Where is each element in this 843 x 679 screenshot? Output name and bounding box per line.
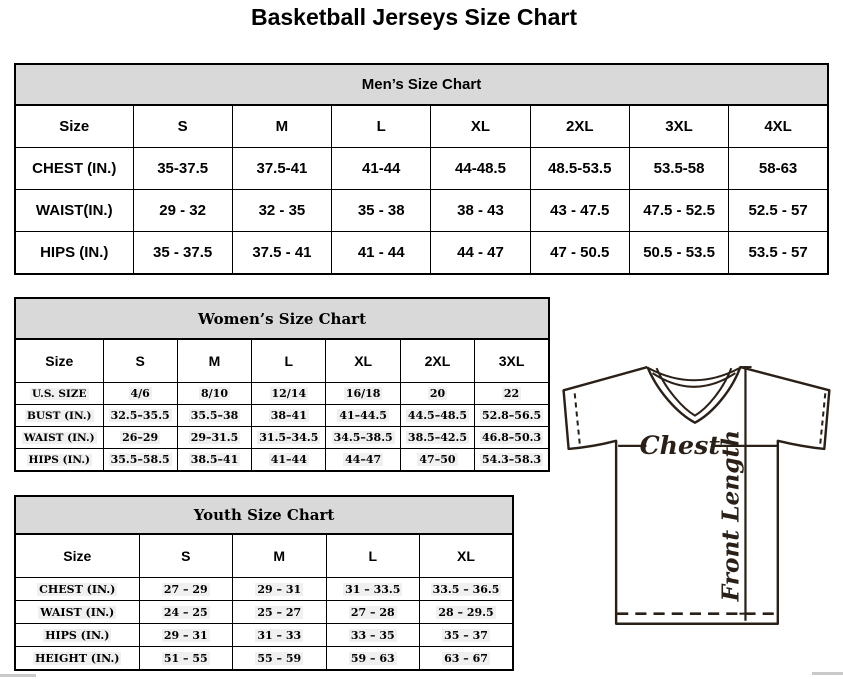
value-text: 38–41 bbox=[270, 409, 307, 422]
row-label-hips bbox=[15, 624, 139, 647]
value-text: 26–29 bbox=[122, 431, 159, 444]
value-cell: 50.5 - 53.5 bbox=[629, 232, 728, 275]
column-header-l: L bbox=[252, 339, 326, 383]
value-cell bbox=[177, 427, 251, 449]
womens-size-table bbox=[14, 297, 550, 472]
column-header-xl: XL bbox=[420, 534, 514, 578]
table-title-row bbox=[15, 64, 828, 105]
row-label-text: BUST (IN.) bbox=[26, 409, 92, 422]
value-text: 51 – 55 bbox=[163, 651, 208, 665]
value-cell: 58-63 bbox=[729, 148, 828, 190]
value-cell: 47.5 - 52.5 bbox=[629, 190, 728, 232]
value-text: 41–44.5 bbox=[339, 409, 387, 422]
value-cell: 44-48.5 bbox=[431, 148, 530, 190]
value-cell bbox=[326, 405, 400, 427]
jersey-outline-icon bbox=[560, 359, 840, 647]
column-header-size: Size bbox=[15, 339, 103, 383]
value-cell bbox=[139, 624, 233, 647]
value-cell bbox=[233, 601, 327, 624]
value-cell: 41 - 44 bbox=[332, 232, 431, 275]
value-text: 32.5–35.5 bbox=[110, 409, 170, 422]
value-cell bbox=[233, 624, 327, 647]
column-header-l: L bbox=[326, 534, 420, 578]
value-cell bbox=[326, 449, 400, 472]
value-cell bbox=[420, 578, 514, 601]
header-row bbox=[15, 534, 513, 578]
row-label-text: HIPS (IN.) bbox=[28, 453, 90, 466]
mens-table-title: Men’s Size Chart bbox=[15, 64, 828, 105]
row-label-hips bbox=[15, 449, 103, 472]
table-row-height bbox=[15, 647, 513, 671]
value-cell bbox=[400, 405, 474, 427]
value-text: 31 – 33.5 bbox=[345, 582, 401, 596]
table-row-hips bbox=[15, 624, 513, 647]
scrollbar-fragment-left bbox=[0, 674, 36, 677]
value-cell bbox=[475, 427, 549, 449]
column-header-3xl: 3XL bbox=[475, 339, 549, 383]
value-cell: 52.5 - 57 bbox=[729, 190, 828, 232]
row-label-chest: CHEST (IN.) bbox=[15, 148, 133, 190]
value-cell bbox=[420, 647, 514, 671]
value-text: 41–44 bbox=[270, 453, 307, 466]
value-text: 52.8–56.5 bbox=[482, 409, 542, 422]
column-header-s: S bbox=[139, 534, 233, 578]
value-text: 55 – 59 bbox=[257, 651, 302, 665]
scrollbar-fragment-right bbox=[812, 672, 843, 675]
jersey-body-outline bbox=[564, 367, 830, 624]
value-text: 27 – 29 bbox=[163, 582, 208, 596]
value-cell: 35 - 38 bbox=[332, 190, 431, 232]
column-header-l: L bbox=[332, 105, 431, 148]
value-text: 35 – 37 bbox=[444, 628, 488, 642]
value-text: 47–50 bbox=[419, 453, 456, 466]
value-cell bbox=[139, 578, 233, 601]
value-text: 20 bbox=[429, 387, 446, 400]
column-header-m: M bbox=[233, 534, 327, 578]
value-text: 24 – 25 bbox=[163, 605, 208, 619]
table-title-row bbox=[15, 298, 549, 339]
chest-label: Chest bbox=[639, 429, 720, 460]
row-label-text: HIPS (IN.) bbox=[45, 628, 110, 642]
table-row-chest bbox=[15, 148, 828, 190]
value-text: 28 – 29.5 bbox=[438, 605, 494, 619]
left-cuff-stitch-line bbox=[575, 393, 580, 444]
value-cell bbox=[400, 427, 474, 449]
column-header-3xl: 3XL bbox=[629, 105, 728, 148]
jersey-measurement-diagram bbox=[560, 359, 840, 647]
value-text: 29–31.5 bbox=[190, 431, 239, 444]
value-text: 38.5–41 bbox=[190, 453, 239, 466]
value-text: 31.5–34.5 bbox=[259, 431, 319, 444]
row-label-text: WAIST (IN.) bbox=[23, 431, 95, 444]
table-title-row bbox=[15, 496, 513, 534]
value-cell bbox=[252, 383, 326, 405]
value-text: 31 – 33 bbox=[257, 628, 302, 642]
value-cell bbox=[177, 383, 251, 405]
value-cell bbox=[139, 601, 233, 624]
value-text: 22 bbox=[503, 387, 520, 400]
value-cell bbox=[400, 449, 474, 472]
table-row-hips bbox=[15, 232, 828, 275]
table-row-hips bbox=[15, 449, 549, 472]
value-text: 29 – 31 bbox=[163, 628, 208, 642]
womens-table-title: Women’s Size Chart bbox=[15, 298, 549, 339]
value-cell bbox=[475, 383, 549, 405]
value-cell: 41-44 bbox=[332, 148, 431, 190]
value-cell bbox=[326, 427, 400, 449]
value-cell bbox=[177, 405, 251, 427]
value-cell bbox=[233, 578, 327, 601]
value-text: 54.3–58.3 bbox=[482, 453, 542, 466]
value-text: 35.5–58.5 bbox=[110, 453, 170, 466]
value-cell bbox=[475, 449, 549, 472]
table-row-waist bbox=[15, 601, 513, 624]
column-header-size: Size bbox=[15, 534, 139, 578]
value-cell bbox=[252, 427, 326, 449]
value-cell: 44 - 47 bbox=[431, 232, 530, 275]
table-row-bust bbox=[15, 405, 549, 427]
row-label-waist: WAIST(IN.) bbox=[15, 190, 133, 232]
value-text: 25 – 27 bbox=[257, 605, 302, 619]
value-text: 33.5 – 36.5 bbox=[432, 582, 500, 596]
value-text: 12/14 bbox=[271, 387, 307, 400]
column-header-4xl: 4XL bbox=[729, 105, 828, 148]
value-text: 16/18 bbox=[345, 387, 381, 400]
value-text: 63 – 67 bbox=[444, 651, 488, 665]
value-cell bbox=[252, 405, 326, 427]
value-cell: 37.5 - 41 bbox=[232, 232, 331, 275]
value-cell: 37.5-41 bbox=[232, 148, 331, 190]
value-cell bbox=[400, 383, 474, 405]
value-cell bbox=[326, 383, 400, 405]
row-label-waist bbox=[15, 427, 103, 449]
header-row bbox=[15, 105, 828, 148]
row-label-waist bbox=[15, 601, 139, 624]
value-cell bbox=[326, 578, 420, 601]
value-text: 29 – 31 bbox=[257, 582, 302, 596]
table-row-chest bbox=[15, 578, 513, 601]
column-header-2xl: 2XL bbox=[400, 339, 474, 383]
value-cell: 47 - 50.5 bbox=[530, 232, 629, 275]
column-header-xl: XL bbox=[431, 105, 530, 148]
row-label-hips: HIPS (IN.) bbox=[15, 232, 133, 275]
value-text: 46.8–50.3 bbox=[482, 431, 542, 444]
value-cell bbox=[103, 383, 177, 405]
value-cell: 35 - 37.5 bbox=[133, 232, 232, 275]
page-title: Basketball Jerseys Size Chart bbox=[250, 4, 577, 30]
value-cell: 35-37.5 bbox=[133, 148, 232, 190]
row-label-bust bbox=[15, 405, 103, 427]
value-text: 27 – 28 bbox=[350, 605, 395, 619]
value-cell: 29 - 32 bbox=[133, 190, 232, 232]
value-text: 33 – 35 bbox=[350, 628, 395, 642]
row-label-text: HEIGHT (IN.) bbox=[35, 651, 120, 665]
front-length-label: Front Length bbox=[717, 429, 745, 602]
youth-table-title: Youth Size Chart bbox=[15, 496, 513, 534]
value-cell: 38 - 43 bbox=[431, 190, 530, 232]
value-cell bbox=[420, 601, 514, 624]
column-header-s: S bbox=[103, 339, 177, 383]
column-header-m: M bbox=[232, 105, 331, 148]
row-label-us-size bbox=[15, 383, 103, 405]
value-cell bbox=[177, 449, 251, 472]
value-text: 38.5–42.5 bbox=[407, 431, 468, 444]
value-cell bbox=[103, 449, 177, 472]
value-cell: 53.5 - 57 bbox=[729, 232, 828, 275]
row-label-height bbox=[15, 647, 139, 671]
value-cell bbox=[103, 427, 177, 449]
row-label-text: U.S. SIZE bbox=[31, 387, 87, 400]
column-header-s: S bbox=[133, 105, 232, 148]
youth-size-table bbox=[14, 495, 514, 671]
column-header-m: M bbox=[177, 339, 251, 383]
value-text: 44.5–48.5 bbox=[407, 409, 468, 422]
row-label-chest bbox=[15, 578, 139, 601]
value-cell bbox=[252, 449, 326, 472]
value-cell: 43 - 47.5 bbox=[530, 190, 629, 232]
table-row-us-size bbox=[15, 383, 549, 405]
value-text: 8/10 bbox=[201, 387, 228, 400]
value-text: 35.5–38 bbox=[190, 409, 239, 422]
value-cell: 53.5-58 bbox=[629, 148, 728, 190]
value-text: 4/6 bbox=[130, 387, 150, 400]
value-cell bbox=[326, 647, 420, 671]
value-cell bbox=[326, 624, 420, 647]
table-row-waist bbox=[15, 190, 828, 232]
value-text: 44–47 bbox=[345, 453, 382, 466]
value-text: 34.5–38.5 bbox=[333, 431, 393, 444]
value-cell: 32 - 35 bbox=[232, 190, 331, 232]
value-cell bbox=[233, 647, 327, 671]
value-cell: 48.5-53.5 bbox=[530, 148, 629, 190]
column-header-size: Size bbox=[15, 105, 133, 148]
value-cell bbox=[103, 405, 177, 427]
column-header-xl: XL bbox=[326, 339, 400, 383]
column-header-2xl: 2XL bbox=[530, 105, 629, 148]
value-text: 59 – 63 bbox=[350, 651, 395, 665]
table-row-waist bbox=[15, 427, 549, 449]
value-cell bbox=[139, 647, 233, 671]
value-cell bbox=[326, 601, 420, 624]
mens-size-table bbox=[14, 63, 829, 275]
value-cell bbox=[420, 624, 514, 647]
row-label-text: CHEST (IN.) bbox=[39, 582, 116, 596]
value-cell bbox=[475, 405, 549, 427]
row-label-text: WAIST (IN.) bbox=[40, 605, 115, 619]
header-row bbox=[15, 339, 549, 383]
